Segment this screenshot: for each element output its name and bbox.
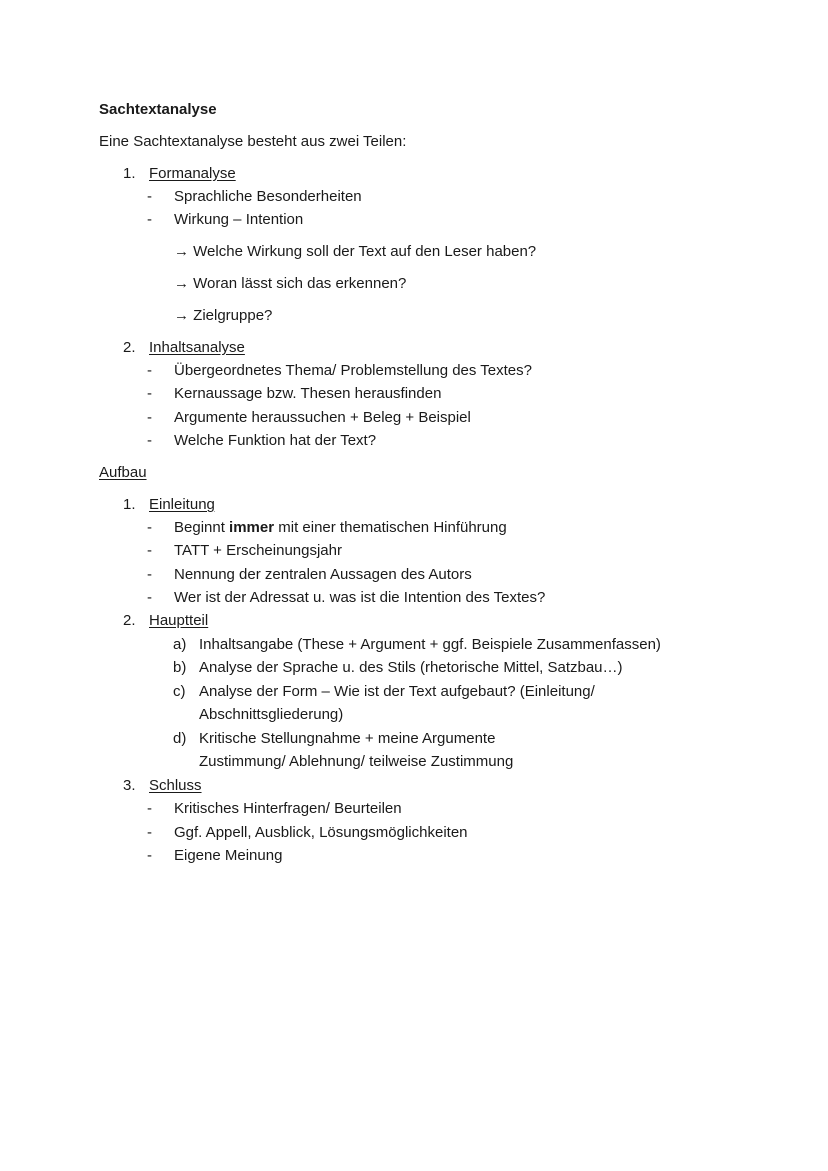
list-item-continuation: Abschnittsgliederung) [199,706,344,723]
list-item [173,659,623,677]
arrow-item [174,275,406,293]
list-number: 1. [123,165,136,182]
list-item-text: Sprachliche Besonderheiten [174,188,362,205]
list-item-text: Inhaltsangabe (These + Argument + ggf. Beispiele Zusammenfassen) [199,636,661,653]
list-item [173,683,595,701]
hauptteil-label: Hauptteil [149,612,209,629]
list-item-text: Welche Funktion hat der Text? [174,432,377,449]
dash-marker: - [147,409,152,426]
dash-marker: - [147,211,152,228]
dash-marker: - [147,542,152,559]
list-item [173,636,661,654]
text-segment: Beginnt [174,519,230,536]
aufbau-heading: Aufbau [99,464,147,481]
arrow-item [174,243,536,261]
emphasis-immer: immer [229,519,275,536]
dash-marker: - [147,362,152,379]
dash-marker: - [147,432,152,449]
letter-marker: c) [173,683,186,700]
inhaltsanalyse-label: Inhaltsanalyse [149,339,245,356]
einleitung-label: Einleitung [149,496,215,513]
list-item [173,730,495,748]
arrow-right-icon: → [174,307,189,324]
section-schluss-heading [123,777,202,795]
arrow-item-text: Zielgruppe? [193,307,273,324]
arrow-item [174,307,272,325]
list-number: 3. [123,777,136,794]
list-item-text: Übergeordnetes Thema/ Problemstellung des Textes? [174,362,532,379]
arrow-item-text: Welche Wirkung soll der Text auf den Leser haben? [193,243,537,260]
list-item-text: TATT + Erscheinungsjahr [174,542,342,559]
intro-text: Eine Sachtextanalyse besteht aus zwei Teilen: [99,133,407,150]
list-item-text [174,519,507,537]
arrow-right-icon: → [174,275,189,292]
list-number: 1. [123,496,136,513]
section-formanalyse-heading [123,165,236,183]
section-einleitung-heading [123,496,215,514]
arrow-right-icon: → [174,243,189,260]
dash-marker: - [147,385,152,402]
text-segment: mit einer thematischen Hinführung [274,519,507,536]
dash-marker: - [147,188,152,205]
letter-marker: a) [173,636,187,653]
list-item-text: Ggf. Appell, Ausblick, Lösungsmöglichkeiten [174,824,468,841]
schluss-label: Schluss [149,777,202,794]
dash-marker: - [147,847,152,864]
dash-marker: - [147,824,152,841]
list-item-text: Analyse der Sprache u. des Stils (rhetorische Mittel, Satzbau…) [199,659,623,676]
arrow-item-text: Woran lässt sich das erkennen? [193,275,407,292]
formanalyse-label: Formanalyse [149,165,236,182]
list-item-text: Analyse der Form – Wie ist der Text aufgebaut? (Einleitung/ [199,683,595,700]
letter-marker: b) [173,659,187,676]
dash-marker: - [147,519,152,536]
list-number: 2. [123,612,136,629]
list-item-continuation: Zustimmung/ Ablehnung/ teilweise Zustimmung [199,753,514,770]
list-item-text: Kritische Stellungnahme + meine Argumente [199,730,496,747]
list-item-text: Kritisches Hinterfragen/ Beurteilen [174,800,402,817]
list-item-text: Nennung der zentralen Aussagen des Autors [174,566,472,583]
dash-marker: - [147,589,152,606]
list-item-text: Wirkung – Intention [174,211,304,228]
dash-marker: - [147,800,152,817]
section-inhaltsanalyse-heading [123,339,245,357]
list-item-text: Argumente heraussuchen + Beleg + Beispiel [174,409,471,426]
list-item-text: Eigene Meinung [174,847,283,864]
document-title: Sachtextanalyse [99,101,217,118]
dash-marker: - [147,566,152,583]
list-item-text: Wer ist der Adressat u. was ist die Intention des Textes? [174,589,546,606]
list-item-text: Kernaussage bzw. Thesen herausfinden [174,385,442,402]
section-hauptteil-heading [123,612,208,630]
list-number: 2. [123,339,136,356]
letter-marker: d) [173,730,187,747]
